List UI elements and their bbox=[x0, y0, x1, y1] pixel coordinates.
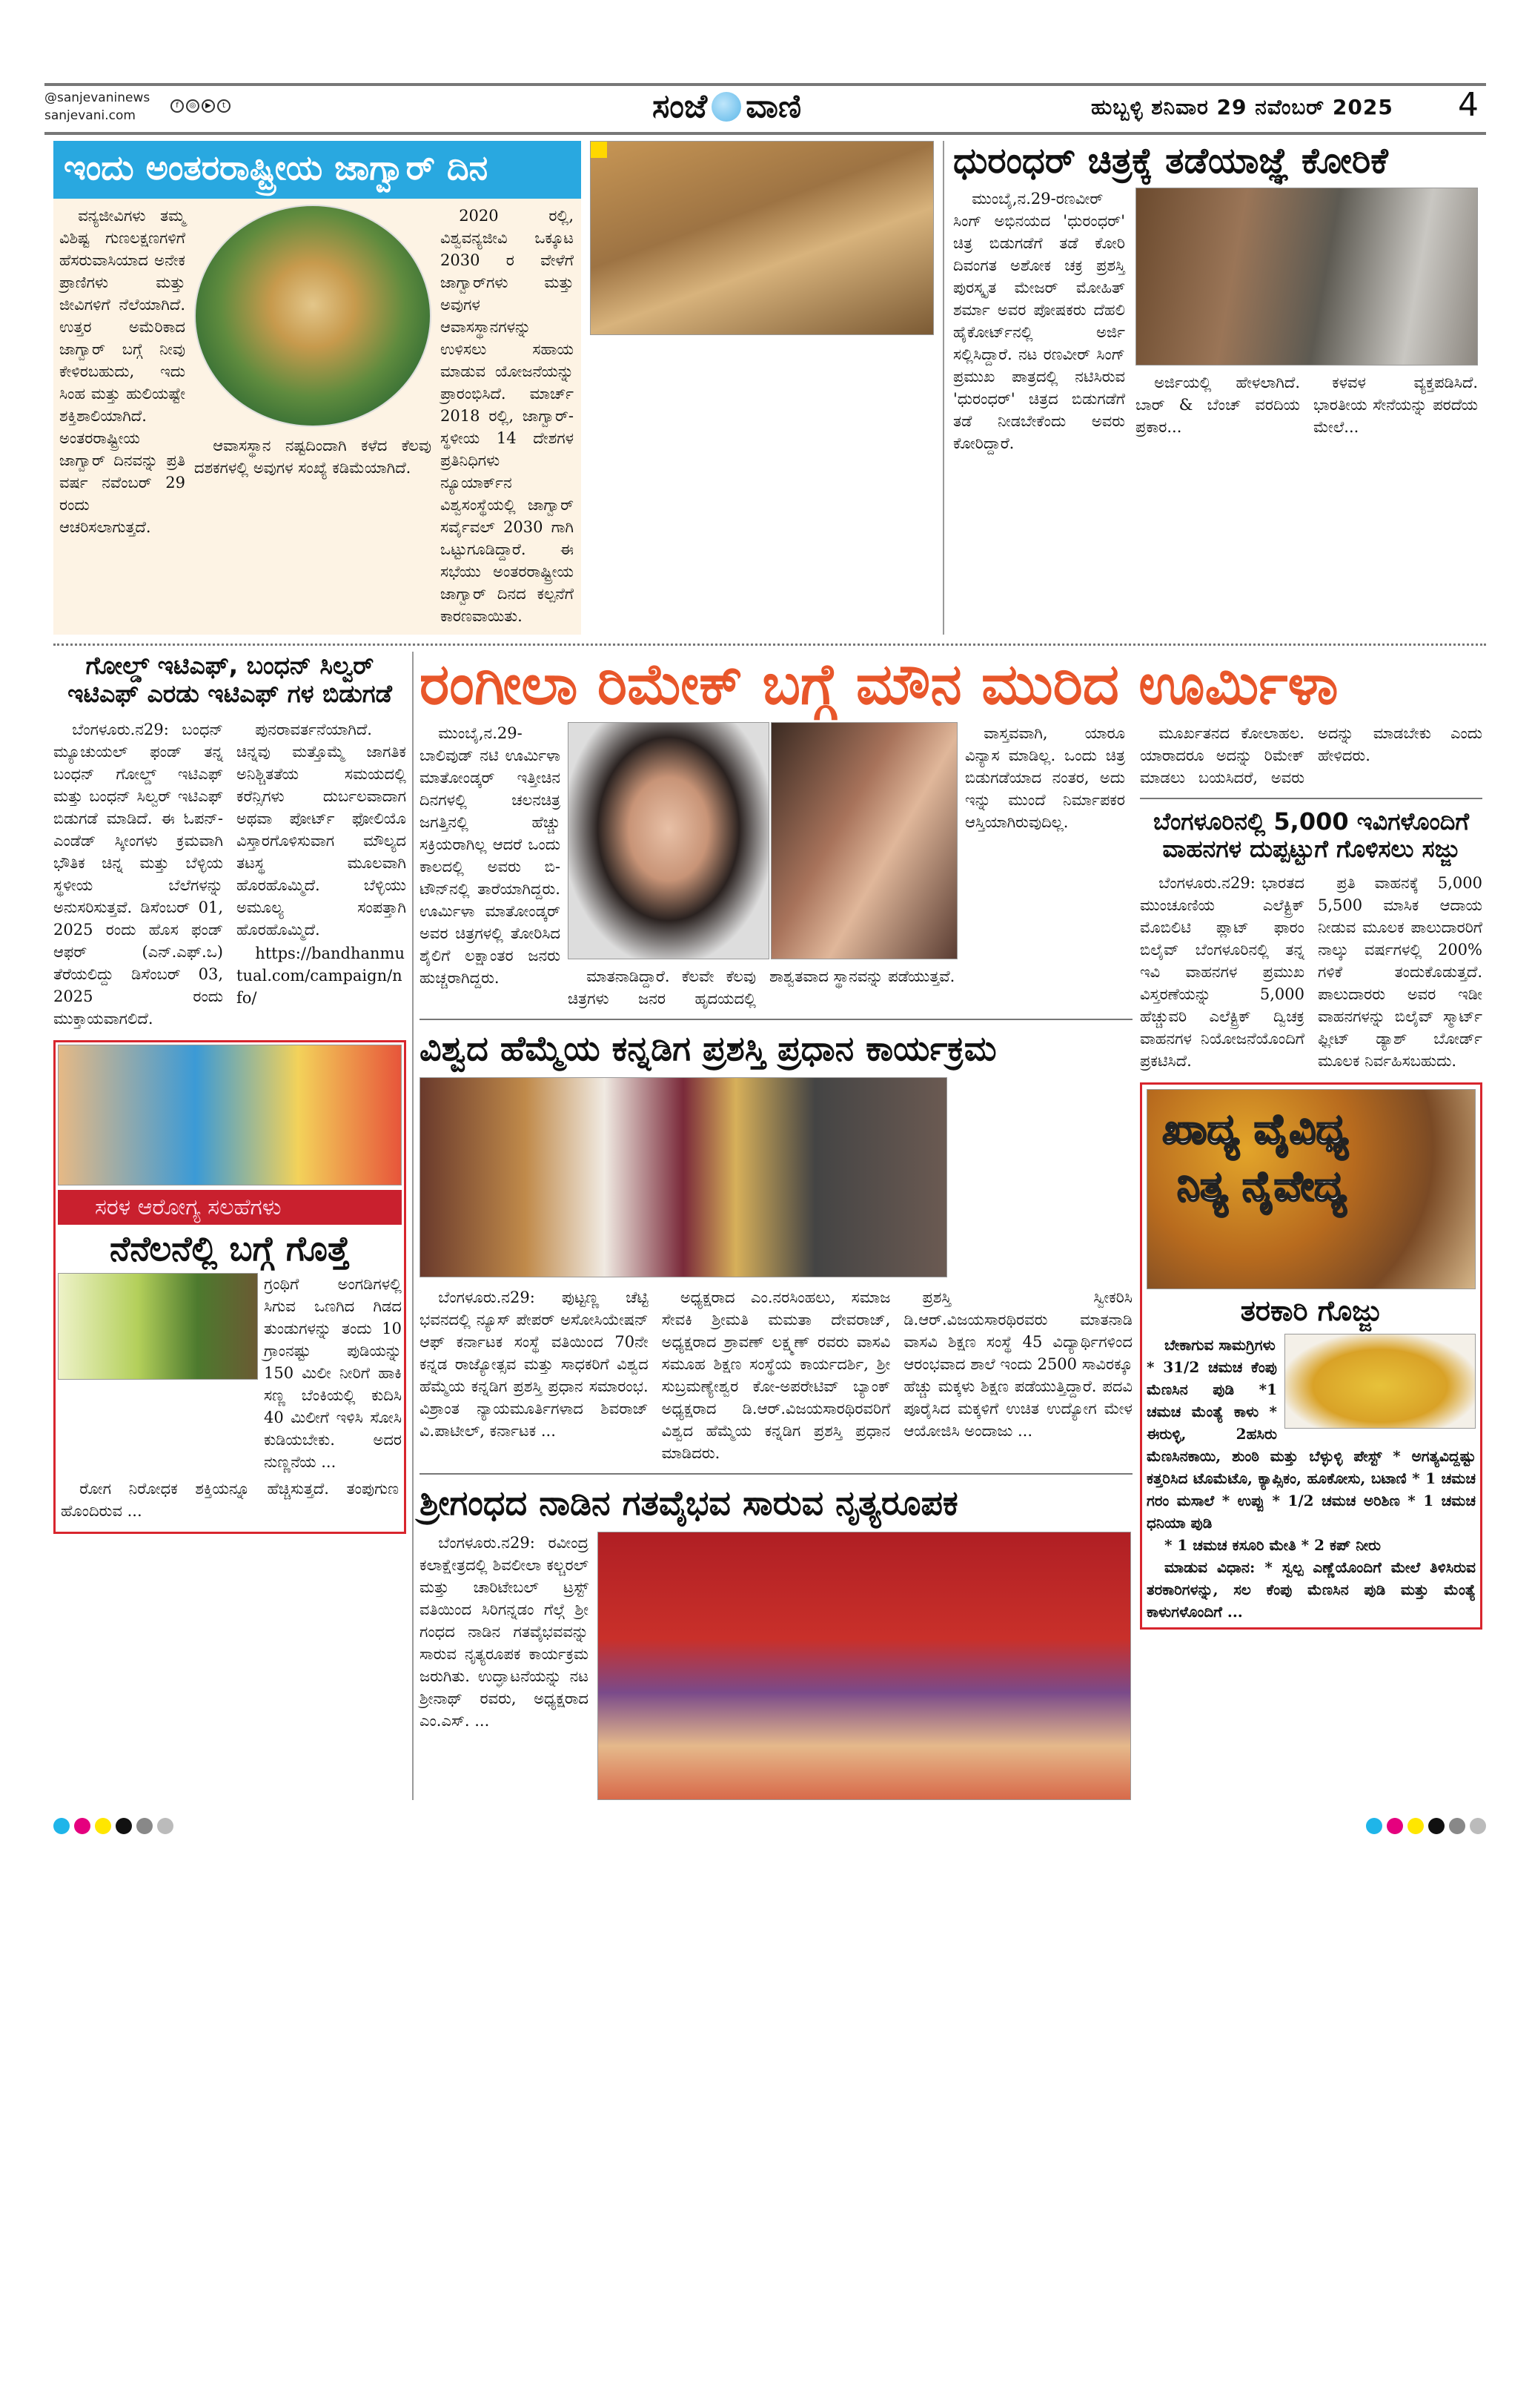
jaguar-circle-photo bbox=[194, 205, 431, 427]
ev-body: ಬೆಂಗಳೂರು.ನ29: ಭಾರತದ ಮುಂಚೂಣಿಯ ಎಲೆಕ್ಟ್ರಿಕ್ ಮೊಬಿಲಿಟಿ ಪ್ಲಾಟ್ ಫಾರಂ ಬಿಲೈವ್ ಬೆಂಗಳೂರಿನಲ್ಲಿ ತನ್ನ ಇವಿ ವಾಹನಗಳ ಪ್ರಮುಖ ವಿಸ್ತರಣೆಯನ್ನು 5,000 ಹೆಚ್ಚುವರಿ ಎಲೆಕ್ಟ್ರಿಕ್ ದ್ವಿಚಕ್ರ ವಾಹನಗಳ ನಿಯೋಜನೆಯೊಂದಿಗೆ ಪ್ರಕಟಿಸಿದೆ. ಪ್ರತಿ ವಾಹನಕ್ಕೆ 5,000 5,500 ಮಾಸಿಕ ಆದಾಯ ನೀಡುವ ಮೂಲಕ ಪಾಲುದಾರರಿಗೆ ನಾಲ್ಕು ವರ್ಷಗಳಲ್ಲಿ 200% ಗಳಿಕೆ ತಂದುಕೊಡುತ್ತದೆ. ಪಾಲುದಾರರು ಅವರ ಇಡೀ ವಾಹನಗಳನ್ನು ಬಿಲೈವ್ ಸ್ಮಾರ್ಟ್ ಫ್ಲೀಟ್ ಡ್ಯಾಶ್ ಬೋರ್ಡ್ ಮೂಲಕ ನಿರ್ವಹಿಸಬಹುದು. bbox=[1140, 873, 1482, 1070]
vishwada-body: ಬೆಂಗಳೂರು.ನ29: ಪುಟ್ಟಣ್ಣ ಚೆಟ್ಟಿ ಭವನದಲ್ಲಿ ನ್ಯೂಸ್ ಪೇಪರ್ ಅಸೋಸಿಯೇಷನ್ ಆಫ್ ಕರ್ನಾಟಕ ಸಂಸ್ಥೆ ವತಿಯಿಂದ 70ನೇ ಕನ್ನಡ ರಾಜ್ಯೋತ್ಸವ ಮತ್ತು ಸಾಧಕರಿಗೆ ವಿಶ್ವದ ಹೆಮ್ಮೆಯ ಕನ್ನಡಿಗ ಪ್ರಶಸ್ತಿ ಪ್ರಧಾನ ಸಮಾರಂಭ. ವಿಶ್ರಾಂತ ನ್ಯಾಯಮೂರ್ತಿಗಳಾದ ಶಿವರಾಜ್ ವಿ.ಪಾಟೀಲ್, ಕರ್ನಾಟಕ ... ಅಧ್ಯಕ್ಷರಾದ ಎಂ.ನರಸಿಂಹಲು, ಸಮಾಜ ಸೇವಕಿ ಶ್ರೀಮತಿ ಮಮತಾ ದೇವರಾಜ್, ಅಧ್ಯಕ್ಷರಾದ ಶ್ರಾವಣ್ ಲಕ್ಷ್ಮಣ್ ರವರು ವಾಸವಿ ಸಮೂಹ ಶಿಕ್ಷಣ ಸಂಸ್ಥೆಯ ಕಾರ್ಯದರ್ಶಿ, ಶ್ರೀ ಸುಬ್ರಮಣ್ಯೇಶ್ವರ ಕೋ-ಅಪರೇಟಿವ್ ಬ್ಯಾಂಕ್ ಅಧ್ಯಕ್ಷರಾದ ಡಿ.ಆರ್.ವಿಜಯಸಾರಥಿರವರಿಗೆ ವಿಶ್ವದ ಹೆಮ್ಮೆಯ ಕನ್ನಡಿಗ ಪ್ರಶಸ್ತಿ ಪ್ರಧಾನ ಮಾಡಿದರು. ಪ್ರಶಸ್ತಿ ಸ್ವೀಕರಿಸಿ ಡಿ.ಆರ್.ವಿಜಯಸಾರಥಿರವರು ಮಾತನಾಡಿ ವಾಸವಿ ಶಿಕ್ಷಣ ಸಂಸ್ಥೆ 45 ವಿದ್ಯಾರ್ಥಿಗಳಿಂದ ಆರಂಭವಾದ ಶಾಲೆ ಇಂದು 2500 ಸಾವಿರಕ್ಕೂ ಹೆಚ್ಚು ಮಕ್ಕಳು ಶಿಕ್ಷಣ ಪಡೆಯುತ್ತಿದ್ದಾರೆ. ಪದವಿ ಪೂರೈಸಿದ ಮಕ್ಕಳಿಗೆ ಉಚಿತ ಉದ್ಯೋಗ ಮೇಳ ಆಯೋಜಿಸಿ ಅಂದಾಜು ... bbox=[420, 1289, 1133, 1463]
masthead-left: ಸಂಜೆ bbox=[652, 87, 708, 125]
dhurandhar-poster-photo bbox=[1135, 188, 1478, 366]
gojju-photo bbox=[1284, 1334, 1476, 1429]
recipe-text bbox=[1147, 1334, 1476, 1623]
twitter-icon[interactable]: t bbox=[217, 99, 231, 113]
dhurandhar-cols: ಅರ್ಜಿಯಲ್ಲಿ ಹೇಳಲಾಗಿದೆ. ಬಾರ್ & ಬೆಂಚ್ ವರದಿಯ ಪ್ರಕಾರ... ಕಳವಳ ವ್ಯಕ್ತಪಡಿಸಿದೆ. ಭಾರತೀಯ ಸೇನೆಯನ್ನು ಪರದೆಯ ಮೇಲೆ... bbox=[1135, 374, 1478, 437]
social-icons bbox=[170, 99, 231, 113]
dance-performance-photo bbox=[597, 1532, 1131, 1800]
health-headline: ನೆನೆಲನೆಲ್ಲಿ ಬಗ್ಗೆ ಗೊತ್ತೆ bbox=[109, 1228, 351, 1268]
dhurandhar-headline: ಧುರಂಧರ್ ಚಿತ್ರಕ್ಕೆ ತಡೆಯಾಜ್ಞೆ ಕೋರಿಕೆ bbox=[953, 140, 1388, 182]
facebook-icon[interactable]: f bbox=[170, 99, 184, 113]
ev-headline: ಬೆಂಗಳೂರಿನಲ್ಲಿ 5,000 ಇವಿಗಳೊಂದಿಗೆ ವಾಹನಗಳ ದುಪ್ಪಟ್ಟುಗೆ ಗೊಳಿಸಲು ಸಜ್ಜು bbox=[1153, 807, 1470, 864]
main-columns bbox=[420, 722, 1484, 1800]
column-divider bbox=[412, 652, 414, 1800]
dhurandhar-columns bbox=[953, 188, 1478, 456]
food-banner-line1: ಖಾದ್ಯ ವೈವಿಧ್ಯ bbox=[1162, 1105, 1349, 1154]
jaguar-section bbox=[53, 141, 581, 635]
header-contact bbox=[44, 89, 150, 125]
jaguar-middle bbox=[194, 205, 431, 480]
globe-icon bbox=[712, 92, 741, 122]
left-column bbox=[53, 652, 406, 1534]
header-rule bbox=[44, 132, 1486, 135]
jaguar-headline: ಇಂದು ಅಂತರರಾಷ್ಟ್ರೀಯ ಜಾಗ್ವಾರ್ ದಿನ bbox=[53, 141, 581, 199]
food-box bbox=[1140, 1082, 1482, 1630]
rangeela-col-3: ವಾಸ್ತವವಾಗಿ, ಯಾರೂ ವಿನ್ಯಾಸ ಮಾಡಿಲ್ಲ. ಒಂದು ಚಿತ್ರ ಬಿಡುಗಡೆಯಾದ ನಂತರ, ಅದು ಇನ್ನು ಮುಂದೆ ನಿರ್ಮಾಪಕರ ಆಸ್ತಿಯಾಗಿರುವುದಿಲ್ಲ. bbox=[965, 724, 1125, 832]
print-marks bbox=[53, 1818, 1486, 1834]
jaguar-columns bbox=[53, 199, 581, 629]
instagram-icon[interactable]: ◎ bbox=[186, 99, 199, 113]
jaguar-photo bbox=[590, 141, 934, 335]
dhurandhar-col-1: ಮುಂಬೈ,ನ.29-ರಣವೀರ್ ಸಿಂಗ್ ಅಭಿನಯದ 'ಧುರಂಧರ್' ಚಿತ್ರ ಬಿಡುಗಡೆಗೆ ತಡೆ ಕೋರಿ ದಿವಂಗತ ಅಶೋಕ ಚಕ್ರ ಪ್ರಶಸ್ತಿ ಪುರಸ್ಕೃತ ಮೇಜರ್ ಮೋಹಿತ್ ಶರ್ಮಾ ಅವರ ಪೋಷಕರು ದೆಹಲಿ ಹೈಕೋರ್ಟ್‌ನಲ್ಲಿ ಅರ್ಜಿ ಸಲ್ಲಿಸಿದ್ದಾರೆ. ನಟ ರಣವೀರ್ ಸಿಂಗ್ ಪ್ರಮುಖ ಪಾತ್ರದಲ್ಲಿ ನಟಿಸಿರುವ 'ಧುರಂಧರ್' ಚಿತ್ರದ ಬಿಡುಗಡೆಗೆ ತಡೆ ನೀಡಬೇಕೆಂದು ಅವರು ಕೋರಿದ್ದಾರೆ. bbox=[953, 190, 1125, 453]
ingredients-list-2: * 1 ಚಮಚ ಕಸೂರಿ ಮೇತಿ * 2 ಕಪ್ ನೀರು bbox=[1164, 1535, 1382, 1554]
dhurandhar-section bbox=[953, 141, 1478, 456]
health-side-text: ಗ್ರಂಥಿಗೆ ಅಂಗಡಿಗಳಲ್ಲಿ ಸಿಗುವ ಒಣಗಿದ ಗಿಡದ ತುಂಡುಗಳನ್ನು ತಂದು 10 ಗ್ರಾಂನಷ್ಟು ಪುಡಿಯನ್ನು 150 ಮಿಲೀ ನೀರಿಗೆ ಹಾಕಿ ಸಣ್ಣ ಬೆಂಕಿಯಲ್ಲಿ ಕುದಿಸಿ 40 ಮಿಲೀಗೆ ಇಳಿಸಿ ಸೋಸಿ ಕುಡಿಯಬೇಕು. ಅದರ ನುಣ್ಣನೆಯ ... bbox=[264, 1274, 402, 1471]
print-color-marks-right bbox=[1366, 1818, 1486, 1834]
column-divider bbox=[943, 141, 944, 635]
dhurandhar-right bbox=[1135, 188, 1478, 440]
health-banner: ಸರಳ ಆರೋಗ್ಯ ಸಲಹೆಗಳು bbox=[58, 1190, 402, 1225]
bottom-row bbox=[53, 652, 1486, 1800]
rangeela-photos-block bbox=[568, 722, 958, 1010]
urmila-photo bbox=[568, 722, 769, 959]
rangeela-col-4: ಮೂರ್ಖತನದ ಕೋಲಾಹಲ. ಯಾರಾದರೂ ಅದನ್ನು ರಿಮೇಕ್ ಮಾಡಲು ಬಯಸಿದರೆ, ಅವರು ಅದನ್ನು ಮಾಡಬೇಕು ಎಂದು ಹೇಳಿದರು. bbox=[1140, 724, 1482, 787]
masthead-logo bbox=[652, 87, 801, 125]
shreegandha-headline: ಶ್ರೀಗಂಧದ ನಾಡಿನ ಗತವೈಭವ ಸಾರುವ ನೃತ್ಯರೂಪಕ bbox=[420, 1483, 958, 1524]
rangeela-col-1: ಮುಂಬೈ,ನ.29-ಬಾಲಿವುಡ್ ನಟಿ ಊರ್ಮಿಳಾ ಮಾತೋಂಡ್ಕರ್ ಇತ್ತೀಚಿನ ದಿನಗಳಲ್ಲಿ ಚಲನಚಿತ್ರ ಜಗತ್ತಿನಲ್ಲಿ ಹೆಚ್ಚು ಸಕ್ರಿಯರಾಗಿಲ್ಲ ಆದರೆ ಒಂದು ಕಾಲದಲ್ಲಿ ಅವರು ಬಿ-ಟೌನ್‌ನಲ್ಲಿ ತಾರೆಯಾಗಿದ್ದರು. ಊರ್ಮಿಳಾ ಮಾತೋಂಡ್ಕರ್ ಅವರ ಚಿತ್ರಗಳಲ್ಲಿ ತೋರಿಸಿದ ಶೈಲಿಗೆ ಲಕ್ಷಾಂತರ ಜನರು ಹುಚ್ಚರಾಗಿದ್ದರು. bbox=[420, 724, 560, 988]
rule bbox=[420, 1473, 1133, 1475]
health-banner-photo bbox=[58, 1045, 402, 1185]
youtube-icon[interactable]: ▶ bbox=[202, 99, 215, 113]
right-column bbox=[1140, 722, 1482, 1629]
plant-photo bbox=[58, 1273, 258, 1380]
food-banner-line2: ನಿತ್ಯ ನೈವೇದ್ಯ bbox=[1177, 1162, 1347, 1211]
rangeela-still-photo bbox=[771, 722, 958, 959]
main-area bbox=[420, 652, 1484, 1800]
rangeela-photos bbox=[568, 722, 958, 959]
gold-etf-headline: ಗೋಲ್ಡ್ ಇಟಿಎಫ್, ಬಂಧನ್ ಸಿಲ್ವರ್ ಇಟಿಎಫ್ ಎರಡು ಇಟಿಎಫ್ ಗಳ ಬಿಡುಗಡೆ bbox=[67, 651, 392, 708]
health-body: ರೋಗ ನಿರೋಧಕ ಶಕ್ತಿಯನ್ನೂ ಹೆಚ್ಚಿಸುತ್ತದೆ. ತಂಪುಗುಣ ಹೊಂದಿರುವ ... bbox=[61, 1479, 399, 1520]
jaguar-col-3: 2020 ರಲ್ಲಿ, ವಿಶ್ವವನ್ಯಜೀವಿ ಒಕ್ಕೂಟ 2030 ರ ವೇಳೆಗೆ ಜಾಗ್ವಾರ್‌ಗಳು ಮತ್ತು ಅವುಗಳ ಆವಾಸಸ್ಥಾನಗಳನ್ನು ಉಳಿಸಲು ಸಹಾಯ ಮಾಡುವ ಯೋಜನೆಯನ್ನು ಪ್ರಾರಂಭಿಸಿದೆ. ಮಾರ್ಚ್ 2018 ರಲ್ಲಿ, ಜಾಗ್ವಾರ್-ಸ್ಥಳೀಯ 14 ದೇಶಗಳ ಪ್ರತಿನಿಧಿಗಳು ನ್ಯೂಯಾರ್ಕ್‌ನ ವಿಶ್ವಸಂಸ್ಥೆಯಲ್ಲಿ ಜಾಗ್ವಾರ್ ಸರ್ವೈವಲ್ 2030 ಗಾಗಿ ಒಟ್ಟುಗೂಡಿದ್ದಾರೆ. ಈ ಸಭೆಯು ಅಂತರರಾಷ್ಟ್ರೀಯ ಜಾಗ್ವಾರ್ ದಿನದ ಕಲ್ಪನೆಗೆ ಕಾರಣವಾಯಿತು. bbox=[440, 207, 574, 625]
rangeela-col-2: ಮಾತನಾಡಿದ್ದಾರೆ. ಕೆಲವೇ ಕೆಲವು ಚಿತ್ರಗಳು ಜನರ ಹೃದಯದಲ್ಲಿ ಶಾಶ್ವತವಾದ ಸ್ಥಾನವನ್ನು ಪಡೆಯುತ್ತವೆ. bbox=[568, 968, 955, 1008]
top-row bbox=[53, 141, 1486, 635]
middle-column bbox=[420, 722, 1133, 1800]
ingredients-title: ಬೇಕಾಗುವ ಸಾಮಗ್ರಿಗಳು bbox=[1164, 1335, 1276, 1354]
dateline: ಹುಬ್ಬಳ್ಳಿ ಶನಿವಾರ 29 ನವೆಂಬರ್ 2025 bbox=[1091, 95, 1393, 119]
shreegandha-body bbox=[420, 1532, 1133, 1800]
website: sanjevani.com bbox=[44, 108, 136, 123]
page-number: 4 bbox=[1458, 86, 1479, 124]
jaguar-col-2: ಆವಾಸಸ್ಥಾನ ನಷ್ಟದಿಂದಾಗಿ ಕಳೆದ ಕೆಲವು ದಶಕಗಳಲ್ಲಿ ಅವುಗಳ ಸಂಖ್ಯೆ ಕಡಿಮೆಯಾಗಿದೆ. bbox=[194, 437, 431, 477]
rule bbox=[420, 1019, 1133, 1020]
page-header bbox=[44, 0, 1486, 141]
rangeela-body bbox=[420, 722, 1133, 1010]
jaguar-col-1: ವನ್ಯಜೀವಿಗಳು ತಮ್ಮ ವಿಶಿಷ್ಟ ಗುಣಲಕ್ಷಣಗಳಿಗೆ ಹೆಸರುವಾಸಿಯಾದ ಅನೇಕ ಪ್ರಾಣಿಗಳು ಮತ್ತು ಜೀವಿಗಳಿಗೆ ನೆಲೆಯಾಗಿದೆ. ಉತ್ತರ ಅಮೆರಿಕಾದ ಜಾಗ್ವಾರ್ ಬಗ್ಗೆ ನೀವು ಕೇಳಿರಬಹುದು, ಇದು ಸಿಂಹ ಮತ್ತು ಹುಲಿಯಷ್ಟೇ ಶಕ್ತಿಶಾಲಿಯಾಗಿದೆ. ಅಂತರರಾಷ್ಟ್ರೀಯ ಜಾಗ್ವಾರ್ ದಿನವನ್ನು ಪ್ರತಿ ವರ್ಷ ನವೆಂಬರ್ 29 ರಂದು ಆಚರಿಸಲಾಗುತ್ತದೆ. bbox=[59, 207, 185, 536]
health-box bbox=[53, 1040, 406, 1534]
rangeela-headline: ರಂಗೀಲಾ ರಿಮೇಕ್ ಬಗ್ಗೆ ಮೌನ ಮುರಿದ ಊರ್ಮಿಳಾ bbox=[420, 651, 1339, 717]
health-top bbox=[58, 1273, 402, 1473]
section-separator bbox=[53, 644, 1486, 646]
nfo-link[interactable]: https://bandhanmutual.com/campaign/nfo/ bbox=[236, 944, 405, 1007]
social-handle: @sanjevaninews bbox=[44, 90, 150, 105]
top-rule bbox=[44, 83, 1486, 86]
print-color-marks-left bbox=[53, 1818, 173, 1834]
ev-rule bbox=[1140, 798, 1482, 799]
spices-photo bbox=[1147, 1089, 1476, 1289]
vishwada-headline: ವಿಶ್ವದ ಹೆಮ್ಮೆಯ ಕನ್ನಡಿಗ ಪ್ರಶಸ್ತಿ ಪ್ರಧಾನ ಕಾರ್ಯಕ್ರಮ bbox=[420, 1028, 997, 1069]
ingredients-list: * 31/2 ಚಮಚ ಕೆಂಪು ಮೆಣಸಿನ ಪುಡಿ *1 ಚಮಚ ಮೆಂತ್ಯೆ ಕಾಳು * ಈರುಳ್ಳಿ, 2ಹಸಿರು ಮೆಣಸಿನಕಾಯಿ, ಶುಂಠಿ ಮತ್ತು ಬೆಳ್ಳುಳ್ಳಿ ಪೇಸ್ಟ್ * ಅಗತ್ಯವಿದ್ದಷ್ಟು ಕತ್ತರಿಸಿದ ಟೊಮೆಟೊ, ಕ್ಯಾಪ್ಸಿಕಂ, ಹೂಕೋಸು, ಬಟಾಣಿ * 1 ಚಮಚ ಗರಂ ಮಸಾಲೆ * ಉಪ್ಪು * 1/2 ಚಮಚ ಅರಿಶಿಣ * 1 ಚಮಚ ಧನಿಯಾ ಪುಡಿ bbox=[1147, 1357, 1476, 1532]
masthead-right: ವಾಣಿ bbox=[746, 87, 802, 125]
shreegandha-col-1: ಬೆಂಗಳೂರು.ನ29: ರವೀಂದ್ರ ಕಲಾಕ್ಷೇತ್ರದಲ್ಲಿ ಶಿವಲೀಲಾ ಕಲ್ಚರಲ್ ಮತ್ತು ಚಾರಿಟೇಬಲ್ ಟ್ರಸ್ಟ್ ವತಿಯಿಂದ ಸಿರಿಗನ್ನಡಂ ಗೆಲ್ಗೆ ಶ್ರೀ ಗಂಧದ ನಾಡಿನ ಗತವೈಭವವನ್ನು ಸಾರುವ ನೃತ್ಯರೂಪಕ ಕಾರ್ಯಕ್ರಮ ಜರುಗಿತು. ಉದ್ಘಾಟನೆಯನ್ನು ನಟ ಶ್ರೀನಾಥ್ ರವರು, ಅಧ್ಯಕ್ಷರಾದ ಎಂ.ಎಸ್. ... bbox=[420, 1534, 588, 1730]
award-ceremony-photo bbox=[420, 1077, 947, 1277]
gold-etf-body: ಬೆಂಗಳೂರು.ನ29: ಬಂಧನ್ ಮ್ಯೂಚುಯಲ್ ಫಂಡ್ ತನ್ನ ಬಂಧನ್ ಗೋಲ್ಡ್ ಇಟಿಎಫ್ ಮತ್ತು ಬಂಧನ್ ಸಿಲ್ವರ್ ಇಟಿಎಫ್ ಬಿಡುಗಡೆ ಮಾಡಿದೆ. ಈ ಓಪನ್-ಎಂಡೆಡ್ ಸ್ಕೀಂಗಳು ಕ್ರಮವಾಗಿ ಭೌತಿಕ ಚಿನ್ನ ಮತ್ತು ಬೆಳ್ಳಿಯ ಸ್ಥಳೀಯ ಬೆಲೆಗಳನ್ನು ಅನುಸರಿಸುತ್ತವೆ. ಡಿಸೆಂಬರ್ 01, 2025 ರಂದು ಹೊಸ ಫಂಡ್ ಆಫರ್ (ಎನ್.ಎಫ್.ಒ) ತೆರೆಯಲಿದ್ದು ಡಿಸೆಂಬರ್ 03, 2025 ರಂದು ಮುಕ್ತಾಯವಾಗಲಿದೆ. ಪುನರಾವರ್ತನೆಯಾಗಿದೆ. ಚಿನ್ನವು ಮತ್ತೊಮ್ಮೆ ಜಾಗತಿಕ ಅನಿಶ್ಚಿತತೆಯ ಸಮಯದಲ್ಲಿ ಕರೆನ್ಸಿಗಳು ದುರ್ಬಲವಾದಾಗ ಅಥವಾ ಪೋರ್ಟ್ ಫೋಲಿಯೊ ವಿಸ್ತಾರಗೊಳಿಸುವಾಗ ಮೌಲ್ಯದ ತಟಸ್ಥ ಮೂಲವಾಗಿ ಹೊರಹೊಮ್ಮಿದೆ. ಬೆಳ್ಳಿಯು ಅಮೂಲ್ಯ ಸಂಪತ್ತಾಗಿ ಹೊರಹೊಮ್ಮಿದೆ. https://bandhanmutual.com/campaign/nfo/ bbox=[53, 720, 406, 1028]
recipe-title: ತರಕಾರಿ ಗೊಜ್ಜು bbox=[1240, 1294, 1382, 1327]
recipe-method: ಮಾಡುವ ವಿಧಾನ: * ಸ್ವಲ್ಪ ಎಣ್ಣೆಯೊಂದಿಗೆ ಮೇಲೆ ತಿಳಿಸಿರುವ ತರಕಾರಿಗಳನ್ನು, ಸಲ ಕೆಂಪು ಮೆಣಸಿನ ಪುಡಿ ಮತ್ತು ಮೆಂತ್ಯೆ ಕಾಳುಗಳೊಂದಿಗೆ ... bbox=[1147, 1558, 1476, 1621]
